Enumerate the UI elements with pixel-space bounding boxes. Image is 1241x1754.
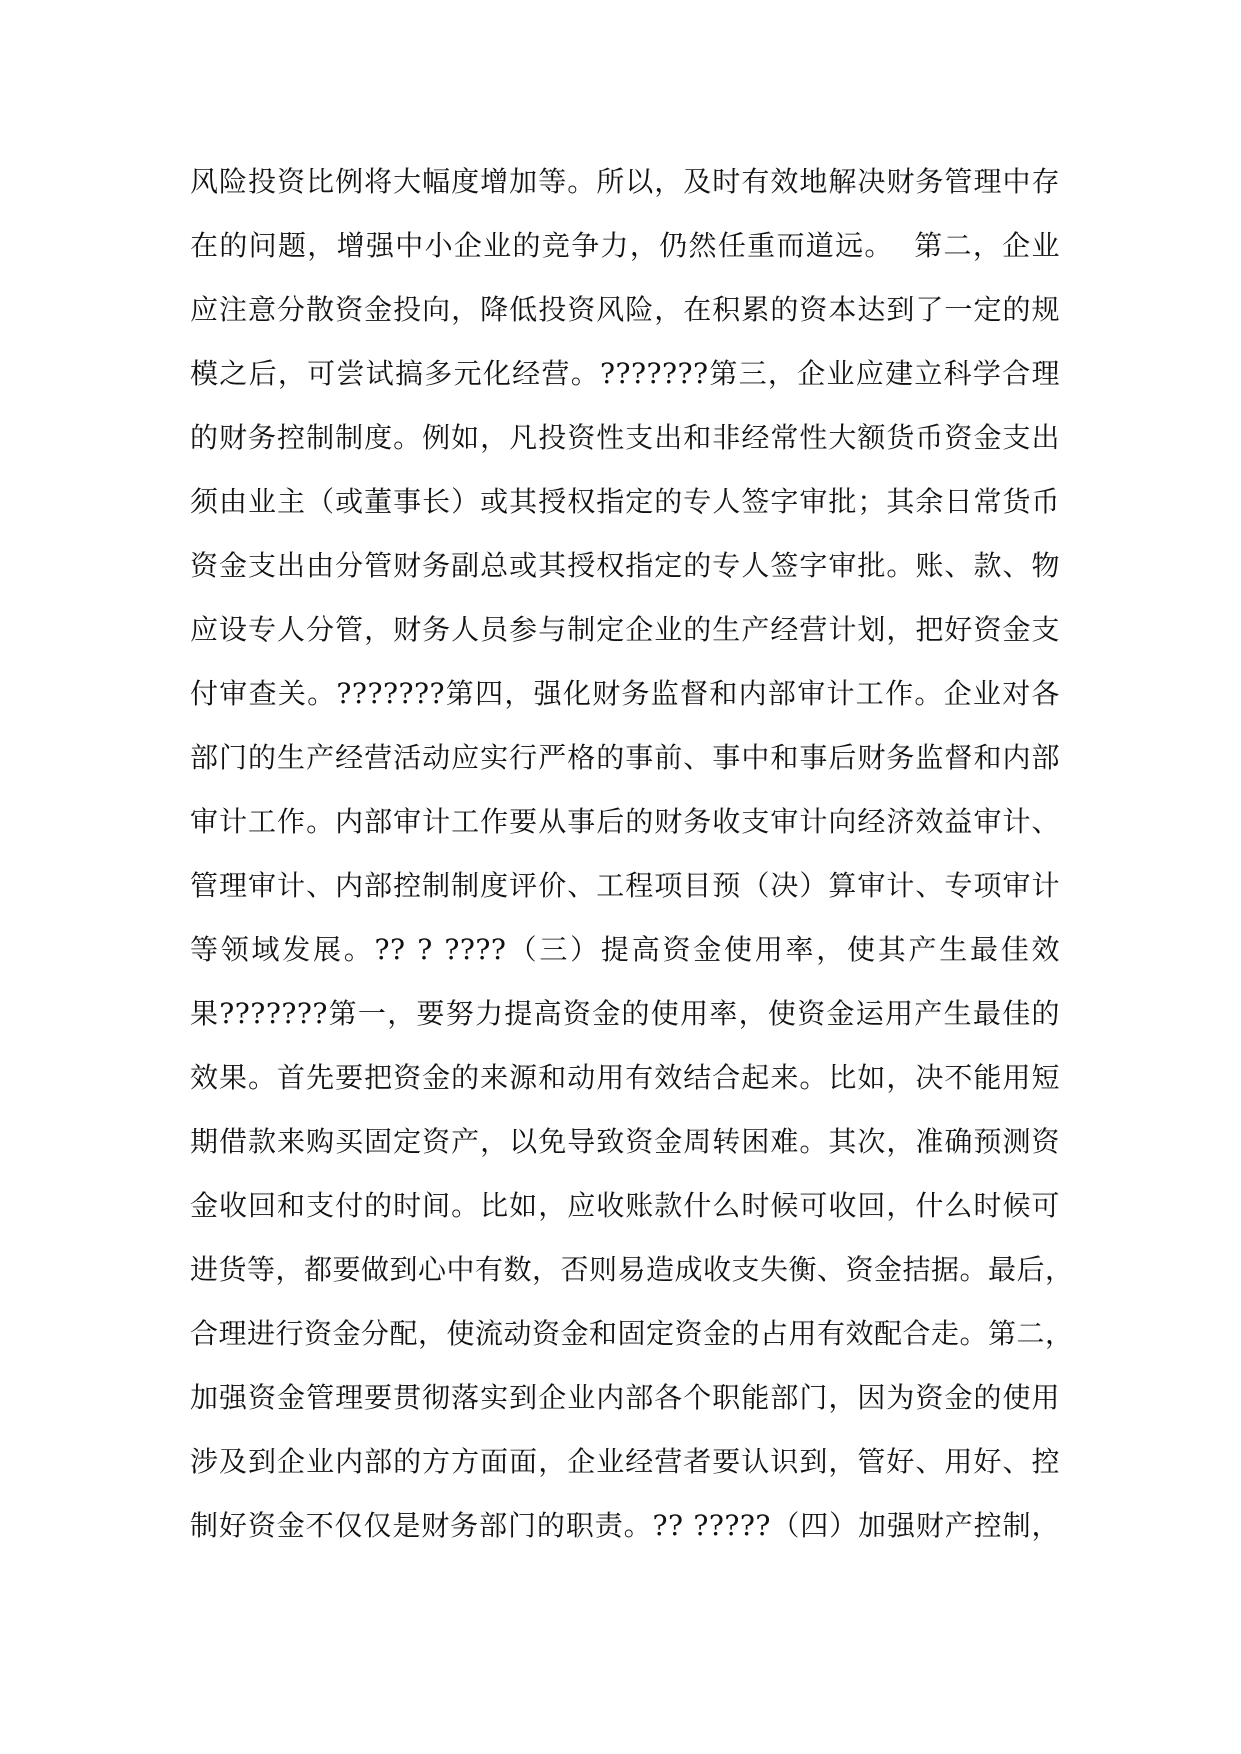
text-line: 风险投资比例将大幅度增加等。所以，及时有效地解决财务管理中存 (190, 165, 1060, 198)
text-line: 付审查关。???????第四，强化财务监督和内部审计工作。企业对各 (190, 677, 1060, 710)
text-line: 模之后，可尝试搞多元化经营。???????第三，企业应建立科学合理 (190, 357, 1060, 390)
text-line: 进货等，都要做到心中有数，否则易造成收支失衡、资金拮据。最后， (190, 1253, 1074, 1286)
text-line: 效果。首先要把资金的来源和动用有效结合起来。比如，决不能用短 (190, 1061, 1060, 1094)
text-line: 应设专人分管，财务人员参与制定企业的生产经营计划，把好资金支 (190, 613, 1060, 646)
text-line: 应注意分散资金投向，降低投资风险，在积累的资本达到了一定的规 (190, 293, 1060, 326)
text-line: 期借款来购买固定资产，以免导致资金周转困难。其次，准确预测资 (190, 1125, 1060, 1158)
text-line: 管理审计、内部控制制度评价、工程项目预（决）算审计、专项审计 (190, 869, 1060, 902)
text-line: 制好资金不仅仅是财务部门的职责。?? ?????（四）加强财产控制， (190, 1509, 1060, 1542)
text-line: 果???????第一，要努力提高资金的使用率，使资金运用产生最佳的 (190, 997, 1060, 1030)
text-line: 的财务控制制度。例如，凡投资性支出和非经常性大额货币资金支出 (190, 421, 1060, 454)
text-line: 等领域发展。?? ? ????（三）提高资金使用率，使其产生最佳效 (190, 933, 1060, 966)
text-line: 须由业主（或董事长）或其授权指定的专人签字审批；其余日常货币 (190, 485, 1060, 518)
text-line: 合理进行资金分配，使流动资金和固定资金的占用有效配合走。第二， (190, 1317, 1074, 1350)
text-line: 审计工作。内部审计工作要从事后的财务收支审计向经济效益审计、 (190, 805, 1060, 838)
text-line: 金收回和支付的时间。比如，应收账款什么时候可收回，什么时候可 (190, 1189, 1060, 1222)
text-line: 在的问题，增强中小企业的竞争力，仍然任重而道远。 第二，企业 (190, 229, 1060, 262)
text-line: 部门的生产经营活动应实行严格的事前、事中和事后财务监督和内部 (190, 741, 1060, 774)
text-line: 加强资金管理要贯彻落实到企业内部各个职能部门，因为资金的使用 (190, 1381, 1060, 1414)
body-text (190, 162, 1074, 1570)
text-line: 资金支出由分管财务副总或其授权指定的专人签字审批。账、款、物 (190, 549, 1060, 582)
text-line: 涉及到企业内部的方方面面，企业经营者要认识到，管好、用好、控 (190, 1445, 1060, 1478)
